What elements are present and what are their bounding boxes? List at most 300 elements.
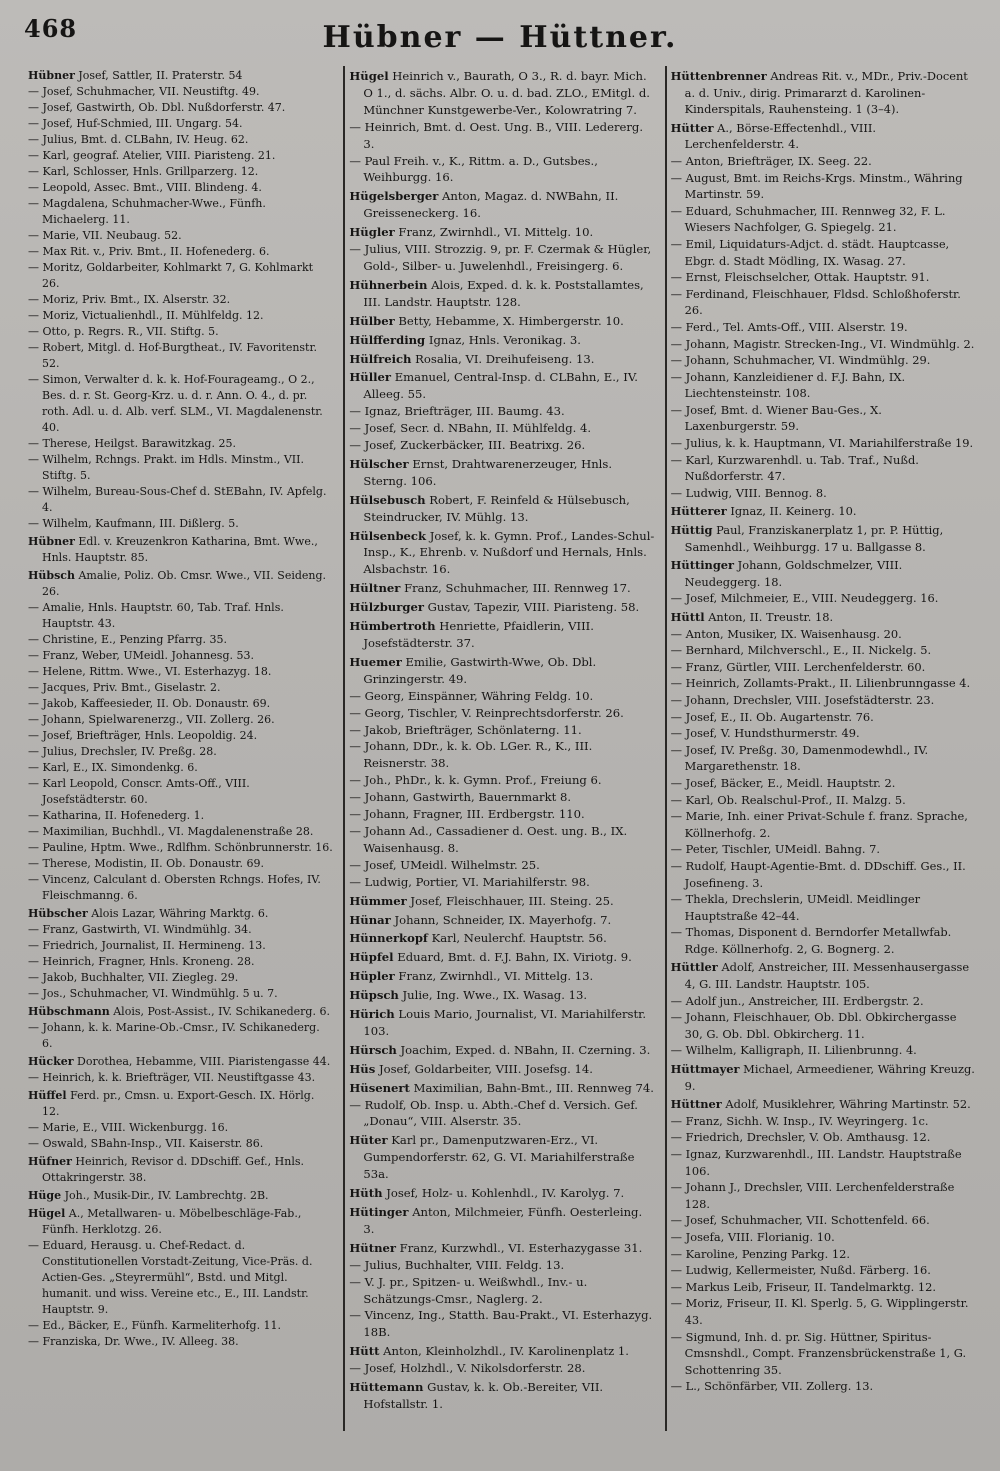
directory-entry — [671, 319, 976, 336]
entry-text: — Karl, Ob. Realschul-Prof., II. Malzg. 5. — [670, 792, 906, 807]
entry-text: Paul, Franziskanerplatz 1, pr. P. Hüttig, Samenhdl., Weihburgg. 17 u. Ballgasse 8. — [684, 523, 944, 554]
entry-text: — Helene, Rittm. Wwe., VI. Esterhazyg. 18. — [28, 665, 272, 678]
entry-text: — Friedrich, Journalist, II. Hermineng. 13. — [28, 939, 266, 952]
entry-surname: Hütinger — [349, 1205, 409, 1219]
directory-entry — [28, 324, 333, 340]
entry-text: Joh., Musik-Dir., IV. Lambrechtg. 2B. — [64, 1189, 269, 1202]
entry-surname: Hüsenert — [349, 1080, 410, 1095]
entry-surname: Hümmer — [349, 893, 407, 908]
entry-text: — Wilhelm, Kaufmann, III. Dißlerg. 5. — [28, 517, 239, 530]
directory-entry — [671, 792, 976, 809]
entry-text: — Moriz, Victualienhdl., II. Mühlfeldg. 12. — [28, 309, 264, 322]
entry-text: Adolf, Musiklehrer, Währing Martinstr. 52. — [725, 1097, 971, 1112]
entry-surname: Hüttl — [670, 610, 705, 624]
entry-text: — Josef, Schuhmacher, VII. Schottenfeld. 66. — [670, 1213, 930, 1228]
directory-entry — [28, 808, 333, 824]
entry-text: — Christine, E., Penzing Pfarrg. 35. — [28, 633, 227, 646]
entry-text: Heinrich v., Baurath, O 3., R. d. bayr. Mich. O 1., d. sächs. Albr. O. u. d. bad. ZLO., EMitgl. d. Münchner Kunstgewerbe-Ver., Kolowratring 7. — [363, 69, 650, 117]
entry-text: Robert, F. Reinfeld & Hülsebusch, Steindrucker, IV. Mühlg. 13. — [363, 492, 630, 524]
directory-entry — [671, 269, 976, 286]
entry-text: Adolf, Anstreicher, III. Messenhausergasse 4, G. III. Landstr. Hauptstr. 105. — [684, 960, 970, 992]
directory-entry — [28, 1334, 333, 1350]
entry-surname: Hübscher — [28, 907, 88, 920]
entry-text: — Anton, Musiker, IX. Waisenhausg. 20. — [670, 626, 902, 641]
directory-entry — [671, 153, 976, 170]
directory-entry — [28, 1004, 333, 1020]
directory-entry — [28, 180, 333, 196]
entry-text: — Karl, Kurzwarenhdl. u. Tab. Traf., Nußd. Nußdorferstr. 47. — [670, 452, 919, 484]
directory-entry — [28, 954, 333, 970]
entry-text: — V. J. pr., Spitzen- u. Weißwhdl., Inv.- u. Schätzungs-Cmsr., Naglerg. 2. — [349, 1274, 588, 1306]
entry-text: — Thekla, Drechslerin, UMeidl. Meidlinger Hauptstraße 42–44. — [670, 892, 921, 923]
entry-text: — Rudolf, Ob. Insp. u. Abth.-Chef d. Versich. Gef. „Donau“, VIII. Alserstr. 35. — [349, 1097, 638, 1129]
entry-text: Edl. v. Kreuzenkron Katharina, Bmt. Wwe., Hnls. Hauptstr. 85. — [42, 535, 318, 564]
directory-entry — [349, 857, 654, 874]
entry-text: — Karl Leopold, Conscr. Amts-Off., VIII. Josefstädterstr. 60. — [28, 777, 250, 806]
entry-text: Josef, Holz- u. Kohlenhdl., IV. Karolyg. 7. — [386, 1186, 625, 1201]
directory-entry — [671, 352, 976, 369]
directory-entry — [349, 456, 654, 490]
entry-text: — Johann, Kanzleidiener d. F.J. Bahn, IX. Liechtensteinstr. 108. — [670, 369, 906, 401]
entry-text: — Anton, Briefträger, IX. Seeg. 22. — [670, 153, 872, 168]
entry-text: — Magdalena, Schuhmacher-Wwe., Fünfh. Michaelerg. 11. — [28, 197, 266, 226]
entry-text: Johann, Goldschmelzer, VIII. Neudeggerg. 18. — [684, 558, 903, 589]
entry-text: Amalie, Poliz. Ob. Cmsr. Wwe., VII. Seideng. 26. — [42, 569, 327, 598]
directory-entry — [671, 236, 976, 269]
entry-surname: Hüpfel — [349, 950, 394, 965]
entry-surname: Hünnerkopf — [349, 931, 428, 946]
entry-text: Franz, Zwirnhdl., VI. Mittelg. 13. — [398, 969, 594, 984]
entry-text: — Jos., Schuhmacher, VI. Windmühlg. 5 u. 7. — [28, 987, 278, 1000]
entry-text: — Johann, Fleischhauer, Ob. Dbl. Obkirchergasse 30, G. Ob. Dbl. Obkircherg. 11. — [670, 1010, 957, 1041]
directory-entry — [349, 153, 654, 187]
directory-entry — [28, 600, 333, 632]
entry-text: Franz, Zwirnhdl., VI. Mittelg. 10. — [398, 225, 594, 240]
directory-entry — [671, 1096, 976, 1113]
entry-text: — Pauline, Hptm. Wwe., Rdlfhm. Schönbrunnerstr. 16. — [28, 841, 333, 854]
directory-entry — [349, 968, 654, 985]
directory-entry — [349, 580, 654, 597]
entry-text: — Johann, Fragner, III. Erdbergstr. 110. — [349, 807, 585, 822]
entry-text: — Josef, Gastwirth, Ob. Dbl. Nußdorferstr. 47. — [28, 101, 286, 114]
directory-entry — [28, 728, 333, 744]
directory-entry — [28, 132, 333, 148]
entry-surname: Hüttenbrenner — [670, 69, 767, 83]
directory-entry — [671, 858, 976, 891]
entry-text: — Johann, Drechsler, VIII. Josefstädterstr. 23. — [670, 692, 935, 707]
entry-surname: Hücker — [28, 1055, 74, 1068]
entry-text: Joachim, Exped. d. NBahn, II. Czerning. 3. — [400, 1042, 651, 1057]
directory-entry — [349, 705, 654, 722]
entry-text: — Moriz, Friseur, II. Kl. Sperlg. 5, G. Wipplingerstr. 43. — [670, 1296, 969, 1327]
directory-entry — [349, 437, 654, 454]
entry-surname: Hülzburger — [349, 600, 424, 615]
entry-text: — Ed., Bäcker, E., Fünfh. Karmeliterhofg. 11. — [28, 1319, 282, 1332]
directory-entry — [671, 557, 976, 590]
directory-entry — [349, 1204, 654, 1238]
entry-text: — Emil, Liquidaturs-Adjct. d. städt. Hauptcasse, Ebgr. d. Stadt Mödling, IX. Wasag. 27. — [670, 236, 950, 268]
entry-text: — August, Bmt. im Reichs-Krgs. Minstm., Währing Martinstr. 59. — [670, 170, 963, 202]
entry-text: — Josef, IV. Preßg. 30, Damenmodewhdl., IV. Margarethenstr. 18. — [670, 742, 929, 774]
entry-text: — Ferdinand, Fleischhauer, Fldsd. Schloßhoferstr. 26. — [670, 286, 961, 318]
directory-entry — [349, 1006, 654, 1040]
directory-entry — [349, 241, 654, 275]
entry-text: — Johann J., Drechsler, VIII. Lerchenfelderstraße 128. — [670, 1180, 955, 1211]
entry-text: — Franziska, Dr. Wwe., IV. Alleeg. 38. — [28, 1335, 239, 1348]
entry-text: — Otto, p. Regrs. R., VII. Stiftg. 5. — [28, 325, 219, 338]
entry-text: Rosalia, VI. Dreihufeiseng. 13. — [415, 351, 595, 366]
directory-entry — [671, 1146, 976, 1179]
entry-surname: Hültner — [349, 581, 401, 596]
entry-text: — Johann Ad., Cassadiener d. Oest. ung. B., IX. Waisenhausg. 8. — [349, 823, 628, 855]
entry-text: Eduard, Bmt. d. F.J. Bahn, IX. Viriotg. 9. — [397, 950, 632, 965]
directory-entry — [671, 1378, 976, 1395]
entry-surname: Hüth — [349, 1186, 383, 1201]
directory-entry — [671, 709, 976, 726]
directory-entry — [28, 1120, 333, 1136]
directory-entry — [671, 1262, 976, 1279]
directory-entry — [28, 1318, 333, 1334]
running-head: Hübner — Hüttner. — [322, 20, 678, 55]
entry-text: — Heinrich, Zollamts-Prakt., II. Lilienbrunngasse 4. — [670, 676, 971, 691]
directory-entry — [671, 775, 976, 792]
directory-entry — [671, 993, 976, 1010]
directory-entry — [349, 823, 654, 857]
entry-text: Heinrich, Revisor d. DDschiff. Gef., Hnls. Ottakringerstr. 38. — [42, 1155, 304, 1184]
entry-text: Henriette, Pfaidlerin, VIII. Josefstädterstr. 37. — [363, 619, 594, 650]
entry-text: — Jakob, Briefträger, Schönlaterng. 11. — [349, 722, 582, 737]
directory-entry — [349, 68, 654, 119]
directory-entry — [671, 642, 976, 659]
entry-surname: Hügel — [28, 1207, 66, 1220]
entry-text: Emilie, Gastwirth-Wwe, Ob. Dbl. Grinzingerstr. 49. — [363, 654, 597, 686]
directory-entry — [349, 930, 654, 947]
entry-text: — Heinrich, Fragner, Hnls. Kroneng. 28. — [28, 955, 255, 968]
entry-text: — Max Rit. v., Priv. Bmt., II. Hofenederg. 6. — [28, 245, 270, 258]
entry-text: — Adolf jun., Anstreicher, III. Erdbergstr. 2. — [670, 993, 924, 1008]
entry-text: Josef, k. k. Gymn. Prof., Landes-Schul-Insp., K., Ehrenb. v. Nußdorf und Hernals, Hnls. Alsbachstr. 16. — [363, 528, 655, 577]
directory-entry — [28, 534, 333, 566]
directory-entry — [671, 1212, 976, 1229]
entry-text: — L., Schönfärber, VII. Zollerg. 13. — [670, 1379, 874, 1394]
entry-text: Maximilian, Bahn-Bmt., III. Rennweg 74. — [413, 1080, 654, 1095]
directory-entry — [349, 1185, 654, 1202]
directory-entry — [349, 987, 654, 1004]
entry-text: — Vincenz, Calculant d. Obersten Rchngs. Hofes, IV. Fleischmanng. 6. — [28, 873, 321, 902]
entry-text: — Julius, Buchhalter, VIII. Feldg. 13. — [349, 1257, 565, 1272]
entry-text: — Johann, Schuhmacher, VI. Windmühlg. 29. — [670, 353, 931, 368]
entry-text: — Oswald, SBahn-Insp., VII. Kaiserstr. 86. — [28, 1137, 264, 1150]
column-1 — [24, 66, 337, 1431]
directory-entry — [349, 1042, 654, 1059]
directory-entry — [28, 1054, 333, 1070]
directory-entry — [671, 1279, 976, 1296]
entry-text: — Ferd., Tel. Amts-Off., VIII. Alserstr. 19. — [670, 319, 908, 334]
directory-entry — [349, 1307, 654, 1341]
directory-entry — [671, 742, 976, 775]
directory-entry — [349, 1097, 654, 1131]
directory-entry — [671, 522, 976, 555]
entry-text: — Markus Leib, Friseur, II. Tandelmarktg. 12. — [670, 1279, 937, 1294]
entry-text: Andreas Rit. v., MDr., Priv.-Docent a. d. Univ., dirig. Primararzt d. Karolinen-Kinderspitals, Rauhensteing. 1 (3–4). — [684, 69, 968, 117]
directory-entry — [671, 1329, 976, 1379]
entry-surname: Huemer — [349, 654, 402, 669]
entry-text: Ferd. pr., Cmsn. u. Export-Gesch. IX. Hörlg. 12. — [42, 1089, 315, 1118]
entry-text: — Therese, Modistin, II. Ob. Donaustr. 69. — [28, 857, 264, 870]
entry-text: — Jakob, Kaffeesieder, II. Ob. Donaustr. 69. — [28, 697, 271, 710]
entry-surname: Hüttemann — [349, 1380, 424, 1395]
entry-text: — Joh., PhDr., k. k. Gymn. Prof., Freiung 6. — [349, 773, 602, 788]
directory-entry — [349, 403, 654, 420]
entry-text: — Therese, Heilgst. Barawitzkag. 25. — [28, 437, 236, 450]
entry-text: — Marie, Inh. einer Privat-Schule f. franz. Sprache, Köllnerhofg. 2. — [670, 809, 968, 840]
directory-entry — [349, 912, 654, 929]
directory-entry — [349, 1379, 654, 1413]
entry-text: Ignaz, II. Keinerg. 10. — [730, 504, 857, 519]
entry-text: — Josef, V. Hundsthurmerstr. 49. — [670, 726, 860, 741]
entry-text: — Peter, Tischler, UMeidl. Bahng. 7. — [670, 842, 880, 857]
entry-text: — Josef, Milchmeier, E., VIII. Neudeggerg. 16. — [670, 591, 939, 606]
directory-entry — [28, 776, 333, 808]
entry-surname: Hülber — [349, 313, 395, 328]
entry-surname: Hüpler — [349, 969, 395, 984]
entry-text: — Josef, Bmt. d. Wiener Bau-Ges., X. Laxenburgerstr. 59. — [670, 402, 882, 434]
entry-text: — Ernst, Fleischselcher, Ottak. Hauptstr. 91. — [670, 270, 930, 285]
directory-entry — [28, 292, 333, 308]
entry-text: — Wilhelm, Rchngs. Prakt. im Hdls. Minstm., VII. Stiftg. 5. — [28, 453, 304, 482]
entry-text: — Johann, Magistr. Strecken-Ing., VI. Windmühlg. 2. — [670, 336, 975, 351]
directory-entry — [28, 938, 333, 954]
entry-text: — Ludwig, VIII. Bennog. 8. — [670, 485, 827, 500]
entry-text: — Jakob, Buchhalter, VII. Ziegleg. 29. — [28, 971, 239, 984]
entry-surname: Hüs — [349, 1061, 376, 1076]
columns — [24, 66, 980, 1431]
entry-text: Franz, Kurzwhdl., VI. Esterhazygasse 31. — [399, 1240, 643, 1255]
directory-entry — [349, 1274, 654, 1308]
entry-surname: Hünar — [349, 912, 391, 927]
entry-text: — Katharina, II. Hofenederg. 1. — [28, 809, 205, 822]
entry-text: Ernst, Drahtwarenerzeuger, Hnls. Sterng. 106. — [363, 456, 613, 488]
directory-entry — [671, 841, 976, 858]
directory-entry — [28, 228, 333, 244]
entry-surname: Hüffel — [28, 1089, 67, 1102]
entry-surname: Hüttig — [670, 523, 713, 538]
entry-text: Ignaz, Hnls. Veronikag. 3. — [428, 332, 581, 347]
entry-text: Alois, Exped. d. k. k. Poststallamtes, III. Landstr. Hauptstr. 128. — [363, 277, 644, 309]
entry-text: Josef, Goldarbeiter, VIII. Josefsg. 14. — [378, 1061, 593, 1076]
directory-entry — [671, 1295, 976, 1328]
directory-entry — [671, 485, 976, 502]
entry-text: — Marie, E., VIII. Wickenburgg. 16. — [28, 1121, 229, 1134]
directory-entry — [28, 484, 333, 516]
entry-text: — Simon, Verwalter d. k. k. Hof-Fourageamg., O 2., Bes. d. r. St. Georg-Krz. u. d. r. Ann. O. 4., d. pr. roth. Adl. u. d. Alb. verf. SLM., VI. Magdalenenstr. 40. — [28, 373, 323, 434]
directory-entry — [349, 618, 654, 652]
directory-entry — [28, 436, 333, 452]
entry-text: — Julius, Bmt. d. CLBahn, IV. Heug. 62. — [28, 133, 249, 146]
directory-entry — [349, 420, 654, 437]
directory-entry — [671, 68, 976, 118]
entry-text: Anton, II. Treustr. 18. — [708, 610, 834, 624]
directory-entry — [28, 632, 333, 648]
entry-surname: Hübsch — [28, 569, 75, 582]
directory-entry — [28, 986, 333, 1002]
entry-text: — Ignaz, Kurzwarenhdl., III. Landstr. Hauptstraße 106. — [670, 1147, 962, 1178]
directory-entry — [671, 503, 976, 520]
entry-surname: Hütter — [670, 120, 714, 135]
entry-surname: Hürich — [349, 1007, 395, 1022]
directory-entry — [28, 164, 333, 180]
entry-surname: Hütt — [349, 1344, 380, 1359]
entry-text: Josef, Sattler, II. Praterstr. 54 — [78, 69, 243, 82]
directory-entry — [349, 528, 654, 579]
directory-entry — [28, 148, 333, 164]
directory-entry — [671, 1229, 976, 1246]
entry-text: — Vincenz, Ing., Statth. Bau-Prakt., VI. Esterhazyg. 18B. — [349, 1308, 653, 1340]
page-number: 468 — [24, 14, 78, 43]
directory-entry — [671, 924, 976, 957]
entry-text: — Josef, Holzhdl., V. Nikolsdorferstr. 28. — [349, 1361, 586, 1376]
directory-entry — [671, 1042, 976, 1059]
entry-surname: Hüpsch — [349, 988, 399, 1003]
column-3 — [665, 66, 980, 1431]
entry-text: A., Metallwaren- u. Möbelbeschläge-Fab., Fünfh. Herklotzg. 26. — [42, 1207, 302, 1236]
directory-entry — [28, 452, 333, 484]
entry-text: — Ludwig, Kellermeister, Nußd. Färberg. 16. — [670, 1263, 931, 1278]
entry-surname: Hülsenbeck — [349, 528, 427, 543]
entry-text: Karl pr., Damenputzwaren-Erz., VI. Gumpendorferstr. 62, G. VI. Mariahilferstraße 53a. — [363, 1133, 635, 1182]
directory-entry — [28, 680, 333, 696]
entry-surname: Hürsch — [349, 1042, 397, 1057]
entry-text: — Josef, Briefträger, Hnls. Leopoldig. 24. — [28, 729, 258, 742]
entry-text: Anton, Magaz. d. NWBahn, II. Greisseneckerg. 16. — [363, 189, 619, 221]
directory-entry — [671, 1246, 976, 1263]
entry-text: Gustav, k. k. Ob.-Bereiter, VII. Hofstallstr. 1. — [363, 1380, 604, 1411]
directory-entry — [28, 196, 333, 228]
directory-entry — [349, 1080, 654, 1097]
entry-text: — Maximilian, Buchhdl., VI. Magdalenenstraße 28. — [28, 825, 314, 838]
directory-entry — [28, 1238, 333, 1318]
entry-text: — Josef, Bäcker, E., Meidl. Hauptstr. 2. — [670, 775, 896, 790]
entry-text: — Josef, Huf-Schmied, III. Ungarg. 54. — [28, 117, 243, 130]
entry-text: Louis Mario, Journalist, VI. Mariahilferstr. 103. — [363, 1007, 647, 1038]
entry-text: — Georg, Tischler, V. Reinprechtsdorferstr. 26. — [349, 705, 624, 720]
directory-entry — [671, 659, 976, 676]
directory-entry — [349, 1257, 654, 1274]
directory-entry — [671, 1009, 976, 1042]
entry-surname: Hügel — [349, 69, 389, 83]
entry-text: — Amalie, Hnls. Hauptstr. 60, Tab. Traf. Hnls. Hauptstr. 43. — [28, 601, 284, 630]
directory-entry — [28, 872, 333, 904]
directory-entry — [28, 568, 333, 600]
entry-text: A., Börse-Effectenhdl., VIII. Lerchenfelderstr. 4. — [684, 120, 876, 152]
directory-entry — [349, 1061, 654, 1078]
directory-entry — [28, 308, 333, 324]
directory-entry — [671, 1179, 976, 1212]
directory-entry — [671, 590, 976, 607]
entry-text: Alois Lazar, Währing Marktg. 6. — [91, 907, 269, 920]
entry-text: — Josef, Schuhmacher, VII. Neustiftg. 49. — [28, 85, 260, 98]
directory-entry — [671, 675, 976, 692]
directory-entry — [28, 100, 333, 116]
directory-entry — [28, 824, 333, 840]
entry-text: Michael, Armeediener, Währing Kreuzg. 9. — [684, 1062, 975, 1093]
directory-entry — [28, 648, 333, 664]
entry-text: — Robert, Mitgl. d. Hof-Burgtheat., IV. Favoritenstr. 52. — [28, 341, 318, 370]
directory-entry — [28, 1154, 333, 1186]
directory-entry — [671, 120, 976, 153]
directory-entry — [28, 906, 333, 922]
directory-entry — [671, 369, 976, 402]
directory-entry — [671, 609, 976, 626]
directory-entry — [28, 1188, 333, 1204]
entry-text: — Moriz, Priv. Bmt., IX. Alserstr. 32. — [28, 293, 231, 306]
entry-text: — Josef, Secr. d. NBahn, II. Mühlfeldg. 4. — [349, 421, 592, 436]
directory-entry — [349, 772, 654, 789]
directory-entry — [349, 351, 654, 368]
directory-entry — [28, 84, 333, 100]
directory-entry — [28, 1070, 333, 1086]
directory-entry — [349, 277, 654, 311]
entry-text: — Ignaz, Briefträger, III. Baumg. 43. — [349, 404, 565, 419]
entry-surname: Hüttinger — [670, 558, 735, 573]
directory-entry — [28, 372, 333, 436]
directory-entry — [28, 856, 333, 872]
entry-text: — Eduard, Herausg. u. Chef-Redact. d. Constitutionellen Vorstadt-Zeitung, Vice-Präs. d. Actien-Ges. „Steyrermühl“, Bstd. und Mitgl. humanit. und wiss. Vereine etc., E., III. Landstr. Hauptstr. 9. — [28, 1239, 313, 1316]
directory-entry — [671, 1113, 976, 1130]
directory-entry — [28, 68, 333, 84]
entry-text: — Jacques, Priv. Bmt., Giselastr. 2. — [28, 681, 221, 694]
entry-text: — Julius, k. k. Hauptmann, VI. Mariahilferstraße 19. — [670, 436, 974, 451]
entry-text: — Georg, Einspänner, Währing Feldg. 10. — [349, 688, 594, 703]
entry-text: — Karl, Schlosser, Hnls. Grillparzerg. 12. — [28, 165, 259, 178]
directory-entry — [28, 116, 333, 132]
entry-surname: Hülfreich — [349, 351, 412, 366]
directory-entry — [28, 1088, 333, 1120]
entry-surname: Hülscher — [349, 456, 409, 471]
directory-entry — [671, 170, 976, 203]
entry-text: Josef, Fleischhauer, III. Steing. 25. — [410, 893, 614, 908]
directory-entry — [349, 688, 654, 705]
entry-text: — Johann, Spielwarenerzg., VII. Zollerg. 26. — [28, 713, 275, 726]
directory-entry — [671, 402, 976, 435]
entry-text: — Marie, VII. Neubaug. 52. — [28, 229, 182, 242]
entry-surname: Hüge — [28, 1189, 62, 1202]
entry-text: — Eduard, Schuhmacher, III. Rennweg 32, F. L. Wiesers Nachfolger, G. Spiegelg. 21. — [670, 203, 946, 235]
entry-text: — Wilhelm, Kalligraph, II. Lilienbrunng. 4. — [670, 1043, 917, 1058]
entry-text: — Rudolf, Haupt-Agentie-Bmt. d. DDschiff. Ges., II. Josefineng. 3. — [670, 858, 966, 890]
directory-entry — [671, 336, 976, 353]
directory-entry — [28, 744, 333, 760]
entry-text: — Franz, Gastwirth, VI. Windmühlg. 34. — [28, 923, 252, 936]
entry-text: Betty, Hebamme, X. Himbergerstr. 10. — [398, 313, 624, 328]
directory-entry — [28, 696, 333, 712]
directory-entry — [28, 340, 333, 372]
directory-entry — [28, 970, 333, 986]
entry-text: — Franz, Sichh. W. Insp., IV. Weyringerg. 1c. — [670, 1113, 929, 1128]
directory-entry — [671, 435, 976, 452]
entry-text: — Johann, k. k. Marine-Ob.-Cmsr., IV. Schikanederg. 6. — [28, 1021, 320, 1050]
entry-surname: Hübner — [28, 535, 75, 548]
directory-entry — [28, 760, 333, 776]
entry-text: — Karoline, Penzing Parkg. 12. — [670, 1246, 850, 1261]
directory-entry — [349, 806, 654, 823]
directory-entry — [349, 119, 654, 153]
directory-entry — [671, 626, 976, 643]
directory-entry — [671, 692, 976, 709]
entry-text: — Julius, Drechsler, IV. Preßg. 28. — [28, 745, 217, 758]
directory-entry — [28, 840, 333, 856]
entry-text: — Franz, Weber, UMeidl. Johannesg. 53. — [28, 649, 254, 662]
